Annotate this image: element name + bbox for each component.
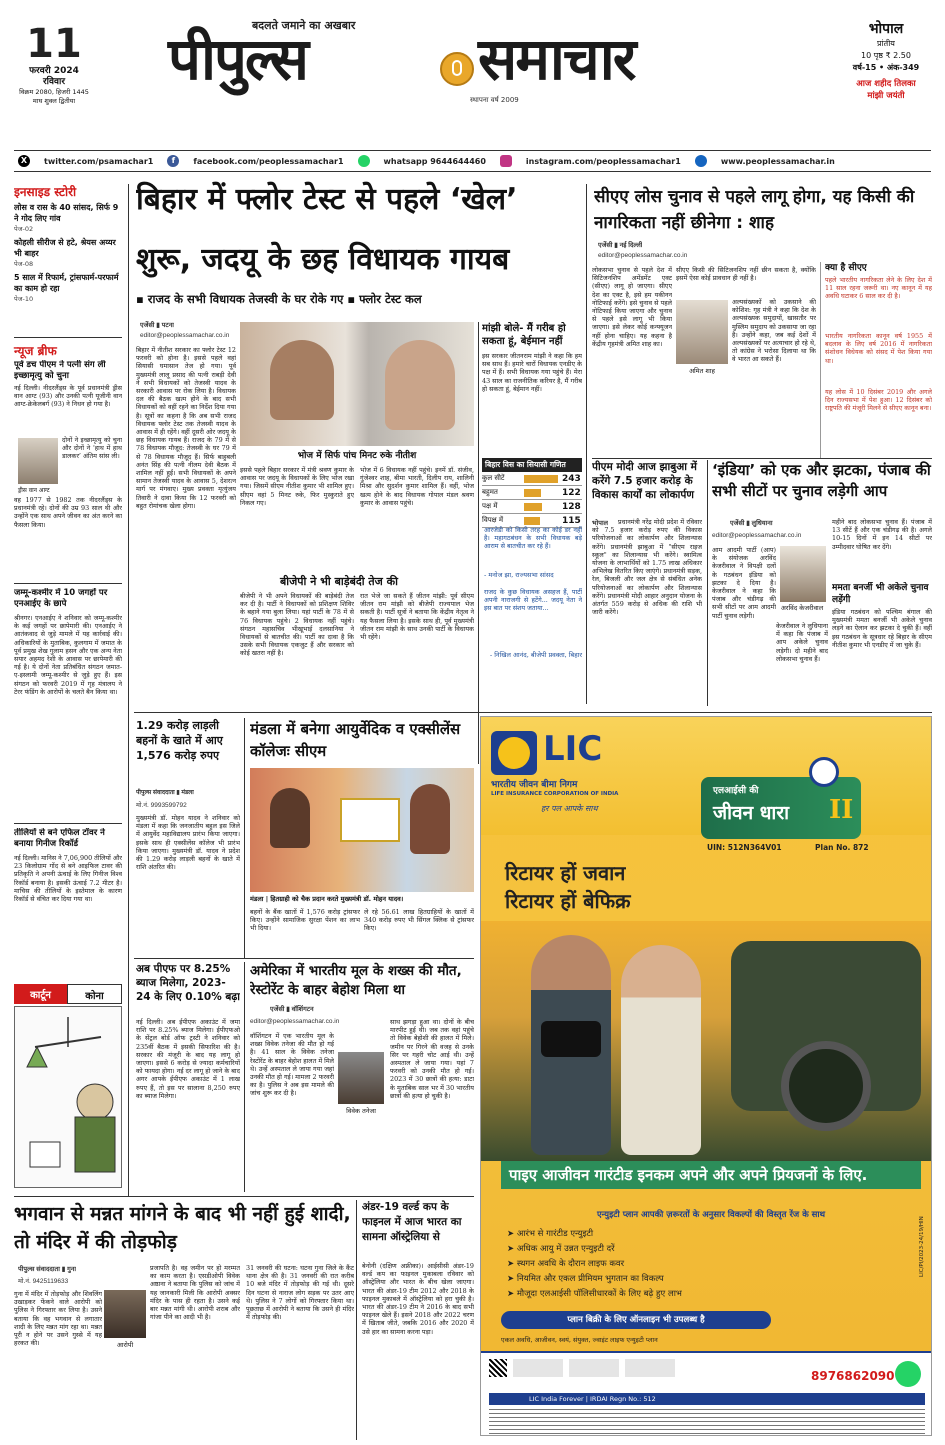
lead-text-col4: बीजेपी ने भी अपने विधायकों की बाड़ेबंदी तेज कर दी है। पार्टी ने विधायकों को प्रशिक्षण शिविर के बहाने गया बुला लिया। यहां पार्टी के 78 में से 76 विधायक पहुंचे। 2 विधायक नहीं पहुंचे। संगठन महासचिव भीखूभाई दलसानिया ने विधायकों से बातचीत की। पार्टी का दावा है कि उसके सभी विधायक एकजुट हैं और सरकार को कोई खतरा नहीं है। xyxy=(240,592,354,658)
u19-headline: अंडर-19 वर्ल्ड कप के फाइनल में आज भारत का सामना ऑस्ट्रेलिया से xyxy=(362,1201,462,1243)
brief-headline-3: तीलियों से बने एफिल टॉवर ने बनाया गिनीज रिकॉर्ड xyxy=(14,828,105,849)
whatsapp-icon xyxy=(895,1361,921,1387)
seat-row xyxy=(482,486,582,500)
tagline: बदलते जमाने का अखबार xyxy=(252,19,356,32)
edition: प्रांतीय xyxy=(877,39,895,48)
seat-row-label: बहुमत xyxy=(482,488,498,496)
modi-byline: भोपाल xyxy=(592,520,609,527)
seat-row-value: 243 xyxy=(562,473,581,484)
lead-text-col2: इससे पहले बिहार सरकार में मंत्री श्रवण कुमार के आवास पर जदयू के विधायकों के लिए भोज रखा गया। जिसमें सीएम नीतीश कुमार भी शामिल हुए। सीएम वहां 5 मिनट रुके, फिर मुस्कुराते हुए निकल गए। xyxy=(240,466,354,507)
lic-brand: LIC xyxy=(543,729,603,769)
caa-text-3: अल्पसंख्यकों को उकसाने की कोशिश: गृह मंत्री ने कहा कि देश के अल्पसंख्यक समुदायों, खासतौर पर मुस्लिम समुदाय को उकसाया जा रहा है। उन्होंने कहा, जब कई देशों में अल्पसंख्यकों पर अत्याचार हो रहे थे, तो कांग्रेस ने भरोसा दिलाया था कि वे भारत आ सकते हैं। xyxy=(732,298,816,364)
lic-phone[interactable]: 8976862090 xyxy=(811,1369,895,1383)
lic-code: LIC/PI/2023-24/19/HIN xyxy=(919,1216,925,1277)
temple-text-2: प्रजापति है। वह जमीन पर हो मरम्मत का काम करता है। एसडीओपी विवेक अष्ठाना ने बताया कि पुलिस को जांच में यह जानकारी मिली कि आरोपी अक्सर मंदिर के पास ही रहता है। उसने कई बार मन्नत मांगी थी। आरोपी शराब और गांजा पीने का आदी भी है। xyxy=(150,1264,240,1322)
paper-logo-icon xyxy=(440,52,474,86)
lic-photo xyxy=(481,921,932,1161)
seat-row-value: 122 xyxy=(562,487,581,498)
modi-text: प्रधानमंत्री नरेंद्र मोदी प्रदेश में रविवार को 7.5 हजार करोड़ रुपए की विकास परियोजनाओं का लोकार्पण और शिलान्यास करेंगे। प्रधानमंत्री झाबुआ में "सीएम राइज स्कूल" का शिलान्यास भी करेंगे। स्वामित्व योजना के लाभार्थियों को 1.75 लाख अधिकार अभिलेख वितरित किए जाएंगे। प्रधानमंत्री सड़क, रेल, बिजली और जल क्षेत्र से संबंधित अनेक परियोजनाओं का लोकार्पण और शिलान्यास करेंगे। प्रधानमंत्री मोदी आहार अनुदान योजना के अंतर्गत 559 करोड़ से अधिक की राशि भी जारी करेंगे। xyxy=(592,518,702,617)
plan-logo-icon xyxy=(809,757,839,787)
cartoon-image xyxy=(14,1006,122,1188)
established: स्थापना वर्ष 2009 xyxy=(470,96,519,104)
brief-photo-caption: ड्रीस वान आग्ट xyxy=(18,487,50,494)
qr-icon xyxy=(489,1359,507,1377)
caa-infobox-item: पहले भारतीय नागरिकता लेने के लिए देश में 11 साल रहना जरूरी था। नए कानून में यह अवधि घटाकर 6 साल कर दी है। xyxy=(825,276,932,301)
mandla-text-1: बहनों के बैंक खातों में 1,576 करोड़ ट्रांसफर किए। उन्होंने सामाजिक सुरक्षा पेंशन का लाभ भी दिया। xyxy=(250,908,360,933)
web-icon xyxy=(695,155,707,167)
us-text-2: साथ झगड़ा हुआ था। दोनों के बीच मारपीट हुई थी। जब तक वहां पहुंचे तो विवेक बेहोशी की हालत में मिले। जमीन पर गिरने की वजह से उनके सिर पर गहरी चोट आई थी। उन्हें अस्पताल ले जाया गया। यहां 7 फरवरी को उनकी मौत हो गई। 2023 में 30 छात्रों की हत्या: डाटा के मुताबिक साल भर में 30 भारतीय छात्रों की हत्या हो चुकी है। xyxy=(390,1018,474,1100)
accused-caption: आरोपी xyxy=(116,1341,134,1349)
pf-headline: अब पीएफ पर 8.25% ब्याज मिलेगा, 2023-24 के लिए 0.10% बढ़ा xyxy=(136,963,240,1003)
lic-eng-name: LIFE INSURANCE CORPORATION OF INDIA xyxy=(491,791,619,797)
plan-no: Plan No. 872 xyxy=(815,843,869,852)
social-strip xyxy=(14,150,931,172)
instagram-icon xyxy=(500,155,512,167)
inside-item-page: पेज-02 xyxy=(14,225,34,233)
brief-text-1: नई दिल्ली। नीदरलैंड्स के पूर्व प्रधानमंत्री ड्रीस वान आग्ट (93) और उनकी पत्नी यूजीनी वान आग्ट-क्रेकेलबर्ग (93) ने निधन हो गया है। xyxy=(14,384,122,409)
kejriwal-photo xyxy=(780,546,826,602)
lic-promise: पाइए आजीवन गारंटीड इनकम अपने और अपने प्रियजनों के लिए. xyxy=(501,1161,921,1189)
lic-head-2: रिटायर हों बेफिक्र xyxy=(505,889,631,913)
seat-row xyxy=(482,472,582,486)
mandla-photo-caption: मंडला | हितग्राही को चैक प्रदान करते मुख्यमंत्री डॉ. मोहन यादव। xyxy=(250,895,404,903)
lic-range: एन्युइटी प्लान आपकी ज़रूरतों के अनुसार विकल्पों की विस्तृत रेंज के साथ xyxy=(596,1210,826,1220)
caa-text-2: सीएए किसी की सिटिजनशिप नहीं छीन सकता है, क्योंकि इसमें ऐसा कोई प्रावधान ही नहीं है। xyxy=(676,266,816,283)
lead-text-col1: बिहार में नीतीश सरकार का फ्लोर टेस्ट 12 फरवरी को होना है। इससे पहले वहां सियासी घमासान तेज हो गया। पूर्व मुख्यमंत्री लालू प्रसाद की पत्नी राबड़ी देवी ने सभी विधायकों को तेजस्वी यादव के सरकारी आवास पर रोक लिया है। विधायक दल की बैठक खत्म होने के बाद सभी विधायकों को वहीं रहने का निर्देश दिया गया है। सूत्रों का कहना है कि अब सभी राजद विधायक फ्लोर टेस्ट तक तेजस्वी यादव के आवास में ही रहेंगे। वहीं दूसरी ओर जदयू के छह विधायक गायब हैं। राजद के 79 में से 78 विधायक मौजूद: तेजस्वी के घर 79 में से 78 विधायक मौजूद हैं। सिर्फ बाहुबली अनंत सिंह की पत्नी नीलम देवी बैठक में शामिल नहीं हुईं। सभी विधायकों के अपने सामान तेजस्वी यादव के आवास 5, देशरत्न मार्ग पर मंगवाए। मुख्य प्रवक्ता मृत्युंजय तिवारी ने दावा किया कि 12 फरवरी को बहुत रोमांचक खेला होगा। xyxy=(136,346,236,510)
news-brief-title: न्यूज ब्रीफ xyxy=(14,344,57,358)
lic-head-1: रिटायर हों जवान xyxy=(505,861,626,885)
mandla-headline: मंडला में बनेगा आयुर्वेदिक व एक्सीलेंस कॉलेजः सीएम xyxy=(250,720,461,760)
brief-headline-2: जम्मू-कश्मीर में 10 जगहों पर एनआईए के छापे xyxy=(14,588,108,609)
brief-text-1c: वह 1977 से 1982 तक नीदरलैंड्स के प्रधानमंत्री रहे। दोनों की उम्र 93 साल थी और उन्होंने एक साथ अपने जीवन का अंत करने का फैसला किया। xyxy=(14,496,122,529)
temple-text-3: 31 जनवरी की घटना: घटना गुना जिले के कैंट थाना क्षेत्र की है। 31 जनवरी की रात करीब 10 बजे मंदिर में तोड़फोड़ की गई थी। दूसरे दिन घटना से नाराज लोग सड़क पर उतर आए थे। पुलिस ने 7 लोगों को गिरफ्तार किया था। पूछताछ में आरोपी ने बताया कि उसने ही मंदिर में तोड़फोड़ की। xyxy=(246,1264,354,1322)
lic-online-button[interactable]: प्लान बिक्री के लिए ऑनलाइन भी उपलब्ध है xyxy=(501,1311,771,1329)
us-headline: अमेरिका में भारतीय मूल के शख्स की मौत, रेस्टोरेंट के बाहर बेहोश मिला था xyxy=(250,963,462,998)
date-number: 11 xyxy=(26,21,82,67)
india-email: editor@peoplessamachar.co.in xyxy=(712,532,802,539)
brief-text-3: नई दिल्ली। मानिस ने 7,06,900 तीलियों और 23 किलोग्राम गोंद से बने आइफिल टावर की प्रतिकृति ने अपनी ऊंचाई के लिए गिनीज विश्व रिकॉर्ड बनाया है। इसकी ऊंचाई 7.2 मीटर है। माचिस की तीलियों के इस्तेमाल के कारण रिकॉर्ड से वंचित कर दिया गया था। xyxy=(14,854,122,904)
plan-name: जीवन धारा xyxy=(713,802,790,824)
lead-email: editor@peoplessamachar.co.in xyxy=(140,332,230,339)
india-text-1: आम आदमी पार्टी (आप) के संयोजक अरविंद केजरीवाल ने विपक्षी दलों के गठबंधन इंडिया को झटका दे दिया है। केजरीवाल ने कहा कि पंजाब और चंडीगढ़ की सभी सीटों पर आम आदमी पार्टी चुनाव लड़ेगी। xyxy=(712,546,776,620)
seat-row-value: 115 xyxy=(562,515,581,526)
facebook-link[interactable]: facebook.com/peoplessamachar1 xyxy=(193,156,344,166)
caa-headline: सीएए लोस चुनाव से पहले लागू होगा, यह किसी की नागरिकता नहीं छीनेगा : शाह xyxy=(594,187,915,233)
plan-uin: UIN: 512N364V01 xyxy=(707,843,782,852)
mandla-photo xyxy=(250,768,474,892)
seat-row-label: पक्ष में xyxy=(482,502,498,510)
seat-row-label: विपक्ष में xyxy=(482,516,504,524)
lead-photo-caption: भोज में सिर्फ पांच मिनट रुके नीतीश xyxy=(297,451,417,461)
plan-pre: एलआईसी की xyxy=(713,786,759,796)
plan-num: II xyxy=(829,795,854,825)
pf-text: नई दिल्ली। अब ईपीएफ अकाउंट में जमा राशि पर 8.25% ब्याज मिलेगा। ईपीएफओ के सेंट्रल बोर्ड ऑफ ट्रस्टी ने शनिवार को 235वीं बैठक में इसकी सिफारिश की है। सरकार की मंजूरी के बाद यह लागू हो जाएगा। इससे 6 करोड़ से ज्यादा कर्मचारियों को फायदा होगा। नई दर लागू हो जाने के बाद अगर आपके ईपीएफ अकाउंट में 1 लाख रुपए हैं, तो इस पर सालाना 8,250 रुपए का ब्याज मिलेगा। xyxy=(136,1018,240,1100)
inside-item-text: 5 साल में रिफार्म, ट्रांसफार्म-परफार्म का काम हो रहा xyxy=(14,273,119,293)
twitter-link[interactable]: twitter.com/psamachar1 xyxy=(44,156,154,166)
date-vikram: विक्रम 2080, हिजरी 1445 xyxy=(19,88,89,96)
india-text-4: इंडिया गठबंधन को पश्चिम बंगाल की मुख्यमंत्री ममता बनर्जी भी अकेले चुनाव लड़ने का ऐलान कर झटका दे चुकी हैं। वहीं इस गठबंधन के सूत्रधार रहे बिहार के सीएम नीतीश कुमार भी एनडीए में जा चुके हैं। xyxy=(832,608,932,649)
quote-2: राजद के कुछ विधायक असहज हैं, पार्टी अपनी नाराजगी से हटेंगे... जदयू नेता ने इस बात पर संशय जताया... xyxy=(484,588,582,613)
mandla-text-2: ले रहे 56.61 लाख हितग्राहियों के खातों में 340 करोड़ रुपए भी सिंगल क्लिक से ट्रांसफर किए। xyxy=(364,908,474,933)
lead-text-col3: भोज में 6 विधायक नहीं पहुंचे। इनमें डॉ. संजीव, गुंजेश्वर शाह, बीमा भारती, दिलीप राय, शालिनी मिश्रा और सुदर्शन कुमार शामिल हैं। वहीं, भोज खत्म होने के बाद विधायक गोपाल मंडल श्रवण कुमार के आवास पहुंचे। xyxy=(360,466,474,507)
ladli-headline: 1.29 करोड़ लाड़ली बहनों के खाते में आए 1,576 करोड़ रुपए xyxy=(136,719,223,762)
inside-item-text: लोस व रास के 40 सांसद, सिर्फ 9 ने गोद लिए गांव xyxy=(14,203,119,223)
city: भोपाल xyxy=(868,21,904,37)
plan-badge xyxy=(701,777,861,839)
lic-bullet: ➤ नियमित और एकल प्रीमियम भुगतान का विकल्प xyxy=(507,1274,664,1284)
lic-bullet: ➤ मौजूदा एलआईसी पॉलिसीधारकों के लिए बढ़े हुए लाभ xyxy=(507,1289,682,1299)
ladli-byline: पीपुल्स संवाददाता ▮ मंडला xyxy=(136,790,194,796)
date-day: रविवार xyxy=(42,77,66,87)
cartoon-label-2: कोना xyxy=(67,984,122,1004)
modi-headline: पीएम मोदी आज झाबुआ में करेंगे 7.5 हजार करोड़ के विकास कार्यों का लोकार्पण xyxy=(592,461,697,501)
inside-item xyxy=(14,202,122,233)
brief-text-2: श्रीनगर। एनआईए ने शनिवार को जम्मू-कश्मीर के कई जगहों पर छापेमारी की। एनआईए ने आतंकवाद से जुड़े मामले में यह कार्रवाई की। अधिकारियों के मुताबिक, कुलगाम में जमात के पूर्व प्रमुख शेख गुलाम हसन और एक अन्य नेता सयार अहमद रेशी के आवास पर छापेमारी की गई है। ये दोनों नेता प्रतिबंधित संगठन जमात-ए-इस्लामी जम्मू-कश्मीर से जुड़े हुए हैं। इस संगठन को फरवरी 2019 में गृह मंत्रालय ने टेरर फंडिंग के आरोपों के चलते बैन किया था। xyxy=(14,614,122,696)
paper-title-right: समाचार xyxy=(478,25,635,93)
seat-bar xyxy=(524,475,558,483)
caa-infobox xyxy=(820,262,932,458)
seat-table xyxy=(482,458,582,528)
seat-bar xyxy=(524,517,540,525)
seat-bar xyxy=(524,489,541,497)
seat-bar xyxy=(524,503,542,511)
lic-ad[interactable] xyxy=(480,716,932,1436)
inside-title: इनसाइड स्टोरी xyxy=(14,185,77,199)
lead-text-col5: रात भेजे जा सकते हैं जीतन मांझी: पूर्व सीएम जीतन राम मांझी को बीजेपी राज्यपाल भेज सकती है। पार्टी सूत्रों ने बताया कि केंद्रीय नेतृत्व ने यह फैसला लिया है। इसके साथ ही, पूर्व मुख्यमंत्री जीतन राम मांझी के साथ उनकी पार्टी के विधायक भी रहेंगे। xyxy=(360,592,474,642)
seat-table-title: बिहार विस का सियासी गणित xyxy=(482,458,582,472)
lic-types: एकल अवधि, आजीवन, स्वयं, संयुक्त, ज्वाइंट लाइफ एन्युइटी प्लान xyxy=(501,1336,658,1344)
india-text-3: महीने बाद लोकसभा चुनाव हैं। पंजाब में 13 सीटें हैं और एक चंडीगढ़ की है। अगले 10-15 दिनों में इन 14 सीटों पर उम्मीदवार घोषित कर देंगे। xyxy=(832,518,932,551)
lead-subhead: ▪ राजद के सभी विधायक तेजस्वी के घर रोके गए ▪ फ्लोर टेस्ट कल xyxy=(136,292,422,306)
note2: मांझी जयंती xyxy=(867,91,905,101)
web-link[interactable]: www.peoplessamachar.in xyxy=(720,156,835,166)
edition-block xyxy=(840,20,932,102)
inside-story xyxy=(14,184,122,303)
date-paksh: माघ शुक्ल द्वितीया xyxy=(32,97,76,105)
brief-photo xyxy=(18,438,58,484)
us-byline: एजेंसी ▮ वॉशिंगटन xyxy=(270,1006,314,1013)
lead-headline-1: बिहार में फ्लोर टेस्ट से पहले ‘खेल’ xyxy=(136,182,518,217)
caa-infobox-item: भारतीय नागरिकता कानून वर्ष 1955 में बदलाव के लिए वर्ष 2016 में नागरिकता संशोधन विधेयक को संसद में पेश किया गया था। xyxy=(825,332,932,365)
amit-shah-photo xyxy=(676,300,728,364)
inside-item xyxy=(14,272,122,303)
lic-bullet: ➤ अधिक आयु में उन्नत एन्युइटी दरें xyxy=(507,1244,615,1254)
inside-item-text: कोहली सीरीज से हटे, श्रेयस अय्यर भी बाहर xyxy=(14,238,116,258)
lic-slogan: हर पल आपके साथ xyxy=(541,804,598,813)
inside-item xyxy=(14,237,122,268)
quote-1-author: - मनोज झा, राज्यसभा सांसद xyxy=(484,571,554,579)
quote-2-author: - निखिल आनंद, बीजेपी प्रवक्ता, बिहार xyxy=(489,651,582,659)
lead-photo xyxy=(240,322,474,446)
india-byline: एजेंसी ▮ लुधियाना xyxy=(730,520,773,527)
bjp-head: बीजेपी ने भी बाड़ेबंदी तेज की xyxy=(280,575,398,588)
year-issue: वर्ष-15 • अंक-349 xyxy=(852,63,920,72)
u19-text: बेनोनी (दक्षिण अफ्रीका)। आईसीसी अंडर-19 वर्ल्ड कप का फाइनल मुकाबला रविवार को ऑस्ट्रेलिया और भारत के बीच खेला जाएगा। भारत की अंडर-19 टीम 2012 और 2018 के फाइनल मुकाबले में ऑस्ट्रेलिया को हरा चुकी है। भारत की अंडर-19 टीम ने 2016 के बाद सभी फाइनल खेले हैं। इसने 2018 और 2022 चरण में खिताब जीते, जबकि 2016 और 2020 में उसे हार का सामना करना पड़ा। xyxy=(362,1262,474,1336)
lic-disclaimer xyxy=(489,1409,925,1435)
us-text-1: वॉशिंगटन में एक भारतीय मूल के शख्स विवेक तनेजा की मौत हो गई है। 41 साल के विवेक तनेजा रेस्टोरेंट के बाहर बेहोश हालत में मिले थे। उन्हें अस्पताल ले जाया गया जहां उनकी मौत हो गई। मामला 2 फरवरी का है। पुलिस ने अब इस मामले की जांच शुरू कर दी है। xyxy=(250,1032,334,1098)
temple-headline: भगवान से मन्नत मांगने के बाद भी नहीं हुई शादी, तो मंदिर में की तोड़फोड़ xyxy=(14,1203,351,1253)
pages-price: 10 पृष्ठ ₹ 2.50 xyxy=(861,51,911,60)
twitter-icon: X xyxy=(18,155,30,167)
mamta-headline: ममता बनर्जी भी अकेले चुनाव लड़ेंगी xyxy=(832,583,929,605)
kejriwal-caption: अरविंद केजरीवाल xyxy=(780,604,824,612)
brief-text-1b: दोनों ने इच्छामृत्यु को चुना और दोनों ने ‘हाथ में हाथ डालकर’ अंतिम सांस ली। xyxy=(62,436,122,461)
taneja-photo xyxy=(338,1052,384,1104)
ladli-mob: मो.नं. 9993599792 xyxy=(136,802,187,809)
taneja-caption: विवेक तनेजा xyxy=(346,1107,376,1115)
date-block xyxy=(14,22,94,112)
temple-mob: मो.नं. 9425119633 xyxy=(18,1278,69,1285)
cartoon-header xyxy=(14,984,122,1004)
lic-logo xyxy=(491,731,537,775)
india-text-2: केजरीवाल ने लुधियाना में कहा कि पंजाब में आप अकेले चुनाव लड़ेगी। दो महीने बाद लोकसभा चुनाव हैं। xyxy=(776,622,828,663)
lead-headline-2: शुरू, जदयू के छह विधायक गायब xyxy=(136,242,510,277)
brief-headline-1: पूर्व डच पीएम ने पत्नी संग ली इच्छामृत्यु को चुना xyxy=(14,360,106,381)
lic-footer xyxy=(481,1351,932,1436)
date-month: फरवरी 2024 xyxy=(29,66,79,76)
lic-bullet: ➤ स्थगन अवधि के दौरान लाइफ कवर xyxy=(507,1259,625,1269)
inside-item-page: पेज-08 xyxy=(14,260,34,268)
caa-infobox-item: यह लोस में 10 दिसंबर 2019 और अगले दिन राज्यसभा में पेश हुआ। 12 दिसंबर को राष्ट्रपति की मंजूरी मिलने से सीएए कानून बना। xyxy=(825,388,932,413)
lic-bullet: ➤ आरंभ से गारंटीड एन्युइटी xyxy=(507,1229,594,1239)
temple-text-1: गुना में मंदिर में तोड़फोड़ और शिवलिंग उखाड़कर फेंकने वाले आरोपी को पुलिस ने गिरफ्तार कर लिया है। उसने बताया कि वह भगवान से लगातार शादी के लिए मन्नत मांग रहा था। मन्नत पूरी न होने पर उसने गुस्से में यह हरकत की। xyxy=(14,1290,102,1348)
facebook-icon: f xyxy=(167,155,179,167)
seat-row-value: 128 xyxy=(562,501,581,512)
lic-hindi-name: भारतीय जीवन बीमा निगम xyxy=(491,780,578,790)
caa-email: editor@peoplessamachar.co.in xyxy=(598,252,688,259)
inside-item-page: पेज-10 xyxy=(14,295,34,303)
amit-shah-caption: अमित शाह xyxy=(689,367,715,375)
ladli-text: मुख्यमंत्री डॉ. मोहन यादव ने शनिवार को मंडला में कहा कि जनजातीय बहुल इस जिले में आयुर्वेद महाविद्यालय प्रारंभ किया जाएगा। इसके साथ ही एक्सीलेंस कॉलेज भी प्रारंभ किया जाएगा। मुख्यमंत्री डॉ. यादव ने प्रदेश की 1.29 करोड़ लाड़ली बहनों के खाते में राशि अंतरित की। xyxy=(136,814,240,872)
caa-infobox-title: क्या है सीएए xyxy=(825,263,867,273)
accused-photo xyxy=(104,1290,146,1338)
seat-row xyxy=(482,500,582,514)
whatsapp-link[interactable]: whatsapp 9644644460 xyxy=(383,156,486,166)
paper-title-left: पीपुल्स xyxy=(168,25,307,93)
cartoon-label-1: कार्टून xyxy=(14,984,67,1004)
quote-1: आरजेडी को किसी तरह का कोई डर नहीं है। महागठबंधन के सभी विधायक बड़े आराम से बातचीत कर रहे हैं। xyxy=(484,526,582,551)
caa-byline: एजेंसी ▮ नई दिल्ली xyxy=(598,242,643,249)
note1: आज शहीद तिलका xyxy=(856,79,916,89)
manjhi-text: इस सरकार जीतनराम मांझी ने कहा कि हम सब साथ हैं। हमारे चारों विधायक एनडीए के पक्ष में हैं। सभी विधायक गया पहुंचे हैं। मेरा 43 साल का राजनीतिक करियर है, मैं गरीब हो सकता हूं, बेईमान नहीं। xyxy=(482,352,582,393)
lic-bullets xyxy=(507,1227,807,1302)
us-email: editor@peoplessamachar.co.in xyxy=(250,1018,340,1025)
caa-text-1: लोकसभा चुनाव से पहले देश में सिटिजनशिप अमेंडमेंट एक्ट (सीएए) लागू हो जाएगा। सीएए देश का एक्ट है, इसे हम यकीनन नोटिफाई करेंगे। इसे चुनाव से पहले नोटिफाई किया जाएगा और चुनाव से पहले इसे लागू भी किया जाएगा। इसे लेकर कोई कन्फ्यूजन नहीं होना चाहिए। यह कहना है केंद्रीय गृहमंत्री अमित शाह का। xyxy=(592,266,672,348)
whatsapp-icon xyxy=(358,155,370,167)
lead-byline: एजेंसी ▮ पटना xyxy=(140,322,174,329)
temple-byline: पीपुल्स संवाददाता ▮ गुना xyxy=(18,1266,77,1273)
manjhi-headline: मांझी बोले- मैं गरीब हो सकता हूं, बेईमान नहीं xyxy=(482,323,566,347)
lic-irdai: LIC India Forever | IRDAI Regn No.: 512 xyxy=(489,1393,925,1405)
instagram-link[interactable]: instagram.com/peoplessamachar1 xyxy=(525,156,681,166)
seat-row-label: कुल सीटें xyxy=(482,474,505,482)
india-headline: ‘इंडिया’ को एक और झटका, पंजाब की सभी सीटों पर चुनाव लड़ेगी आप xyxy=(712,461,931,500)
